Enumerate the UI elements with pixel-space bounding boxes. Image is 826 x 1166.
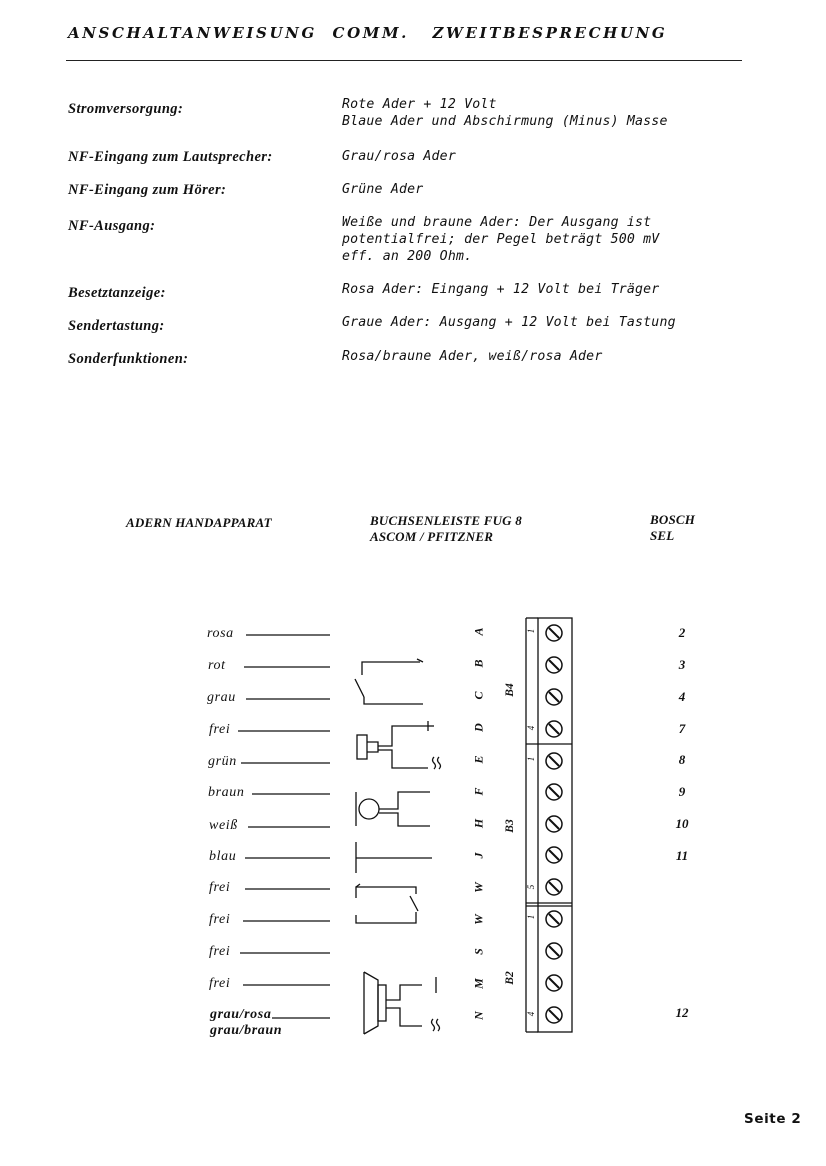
- bosch-pin: 11: [675, 848, 689, 863]
- spec-value: Blaue Ader und Abschirmung (Minus) Masse: [342, 114, 668, 129]
- bosch-pin: 8: [678, 752, 686, 767]
- header-sel: SEL: [650, 528, 675, 543]
- block-pin-mark: 5: [526, 884, 536, 890]
- spec-label: NF-Eingang zum Lautsprecher:: [68, 149, 273, 165]
- title-part-3: ZWEITBESPRECHUNG: [432, 24, 668, 42]
- header-buchsenleiste-line1: BUCHSENLEISTE FUG 8: [370, 513, 522, 528]
- spec-value: Weiße und braune Ader: Der Ausgang ist: [342, 215, 652, 230]
- pin-letter: W: [471, 914, 486, 925]
- wire-label: rot: [208, 658, 226, 673]
- spec-value: Rosa/braune Ader, weiß/rosa Ader: [342, 349, 603, 364]
- pin-letter: F: [471, 787, 486, 796]
- block-label: B4: [504, 683, 516, 697]
- block-label: B3: [504, 819, 516, 833]
- pin-letter: N: [471, 1011, 486, 1020]
- header-buchsenleiste-line2: ASCOM / PFITZNER: [370, 529, 494, 544]
- header-adern: ADERN HANDAPPARAT: [126, 515, 272, 530]
- wire-label: grün: [208, 754, 237, 769]
- pin-letter: B: [471, 659, 486, 668]
- spec-label: NF-Eingang zum Hörer:: [68, 182, 227, 198]
- bosch-pin: 2: [678, 625, 686, 640]
- wire-label: weiß: [209, 818, 238, 833]
- pin-letter: D: [471, 723, 486, 732]
- spec-label: Sendertastung:: [68, 318, 165, 334]
- wire-label: grau/braun: [210, 1023, 283, 1038]
- block-pin-mark: 1: [526, 756, 536, 762]
- spec-value: potentialfrei; der Pegel beträgt 500 mV: [342, 232, 660, 247]
- bosch-pin: 7: [678, 721, 686, 736]
- spec-value: Grau/rosa Ader: [342, 149, 456, 164]
- wire-label: frei: [209, 880, 231, 895]
- bosch-pin: 9: [678, 784, 686, 799]
- block-pin-mark: 4: [526, 1011, 536, 1017]
- block-pin-mark: 1: [526, 628, 536, 634]
- wire-label: blau: [209, 849, 237, 864]
- wire-label: frei: [209, 722, 231, 737]
- bosch-pin: 4: [678, 689, 686, 704]
- pin-letter: E: [471, 755, 486, 764]
- title-part-1: ANSCHALTANWEISUNG: [68, 24, 317, 42]
- bosch-pin: 3: [678, 657, 686, 672]
- wire-label: grau/rosa: [210, 1007, 272, 1022]
- spec-value: Rote Ader + 12 Volt: [342, 97, 497, 112]
- pin-letter: C: [471, 691, 486, 700]
- block-pin-mark: 1: [526, 914, 536, 920]
- header-bosch: BOSCH: [650, 512, 696, 527]
- wire-label: rosa: [207, 626, 234, 641]
- spec-value: Graue Ader: Ausgang + 12 Volt bei Tastung: [342, 315, 676, 330]
- wire-label: frei: [209, 944, 231, 959]
- pin-letter: S: [471, 948, 486, 955]
- pin-letter: J: [471, 852, 486, 859]
- spec-value: Grüne Ader: [342, 182, 424, 197]
- spec-label: Stromversorgung:: [68, 101, 184, 117]
- wire-label: grau: [207, 690, 236, 705]
- spec-label: Sonderfunktionen:: [68, 351, 189, 367]
- pin-letter: A: [471, 627, 486, 636]
- block-label: B2: [504, 971, 516, 985]
- title-part-2: COMM.: [332, 24, 409, 42]
- wire-label: frei: [209, 976, 231, 991]
- spec-label: NF-Ausgang:: [68, 218, 156, 234]
- wire-label: braun: [208, 785, 245, 800]
- spec-value: Rosa Ader: Eingang + 12 Volt bei Träger: [342, 282, 660, 297]
- spec-value: eff. an 200 Ohm.: [342, 249, 473, 264]
- bosch-pin: 12: [675, 1005, 689, 1020]
- bosch-pin: 10: [675, 816, 689, 831]
- pin-letter: W: [471, 882, 486, 893]
- pin-letter: M: [471, 978, 486, 989]
- pin-letter: H: [471, 818, 486, 829]
- wire-label: frei: [209, 912, 231, 927]
- spec-label: Besetztanzeige:: [68, 285, 166, 301]
- block-pin-mark: 4: [526, 725, 536, 731]
- page-number: Seite 2: [744, 1111, 802, 1127]
